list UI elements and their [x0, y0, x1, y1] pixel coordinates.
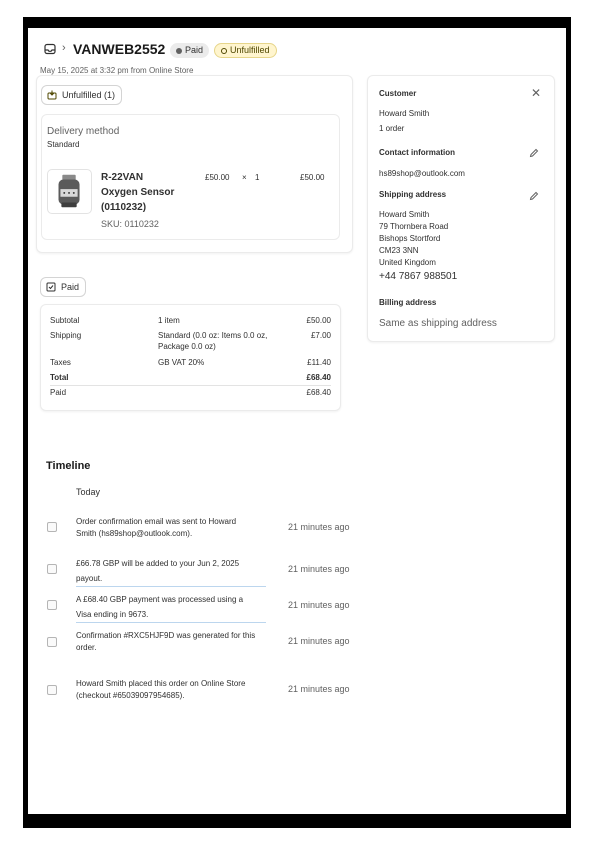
timeline-event-time: 21 minutes ago — [288, 684, 350, 694]
customer-email[interactable]: hs89shop@outlook.com — [379, 169, 465, 178]
subtotal-desc: 1 item — [158, 316, 180, 325]
customer-phone[interactable]: +44 7867 988501 — [379, 271, 458, 282]
shipping-desc-line2: Package 0.0 oz) — [158, 342, 216, 351]
paid-chip-label: Paid — [61, 282, 80, 292]
delivery-method-value: Standard — [47, 140, 80, 149]
product-name[interactable] — [101, 170, 174, 215]
paid-status-badge — [170, 43, 209, 58]
timeline-title: Timeline — [46, 460, 91, 472]
pencil-icon[interactable] — [529, 148, 539, 158]
timeline-event-text[interactable] — [76, 594, 266, 623]
timeline-event-checkbox[interactable] — [47, 522, 57, 532]
timeline-event-checkbox[interactable] — [47, 637, 57, 647]
pencil-icon[interactable] — [529, 191, 539, 201]
timeline-event-line: payout. — [76, 574, 103, 583]
timeline-event-line: Order confirmation email was sent to Howard — [76, 517, 237, 526]
breadcrumb-chevron-icon: › — [62, 42, 66, 54]
paid-chip — [40, 277, 86, 297]
paid-label: Paid — [50, 388, 67, 397]
product-sku: SKU: 0110232 — [101, 219, 159, 229]
oxygen-sensor-image — [48, 170, 91, 213]
address-line: 79 Thornbera Road — [379, 222, 449, 231]
contact-info-title: Contact information — [379, 148, 455, 157]
timeline-event-time: 21 minutes ago — [288, 522, 350, 532]
product-name-line: (0110232) — [101, 202, 147, 213]
timeline-event-line: Visa ending in 9673. — [76, 610, 149, 619]
timeline-event-checkbox[interactable] — [47, 685, 57, 695]
customer-card — [367, 75, 555, 342]
address-line: CM23 3NN — [379, 246, 419, 255]
timeline-event-text — [76, 678, 266, 702]
address-line: Howard Smith — [379, 210, 430, 219]
unit-price: £50.00 — [205, 173, 230, 182]
status-dot-icon — [176, 48, 182, 54]
total-value: £68.40 — [306, 373, 331, 382]
status-ring-icon — [221, 48, 227, 54]
receipt-icon — [46, 282, 56, 292]
shipping-value: £7.00 — [310, 331, 331, 340]
customer-title: Customer — [379, 89, 417, 98]
taxes-desc: GB VAT 20% — [158, 358, 205, 367]
address-line: Bishops Stortford — [379, 234, 441, 243]
shipping-label: Shipping — [50, 331, 82, 340]
times-sign: × — [242, 173, 247, 182]
paid-badge-label: Paid — [185, 45, 204, 55]
timeline-event-text — [76, 516, 266, 540]
customer-order-count[interactable]: 1 order — [379, 124, 405, 133]
package-icon — [47, 90, 57, 100]
timeline-event-line: Confirmation #RXC5HJF9D was generated for this — [76, 631, 256, 640]
product-thumbnail[interactable] — [47, 169, 92, 214]
timeline-event-checkbox[interactable] — [47, 564, 57, 574]
timeline-event-time: 21 minutes ago — [288, 564, 350, 574]
unfulfilled-chip-label: Unfulfilled (1) — [62, 90, 116, 100]
inbox-icon[interactable] — [44, 43, 56, 55]
order-title: VANWEB2552 — [73, 41, 166, 57]
timeline-event-line: £66.78 GBP will be added to your Jun 2, 2025 — [76, 559, 240, 568]
timeline-event-line: Howard Smith placed this order on Online Store — [76, 679, 246, 688]
taxes-value: £11.40 — [307, 358, 331, 367]
shipping-desc-line1: Standard (0.0 oz: Items 0.0 oz, — [158, 331, 268, 340]
timeline-event-line: A £68.40 GBP payment was processed using a — [76, 595, 244, 604]
fulfillment-card — [36, 75, 353, 253]
delivery-inner-card — [41, 114, 340, 240]
timeline-event-line: (checkout #65039097954685). — [76, 691, 185, 700]
subtotal-value: £50.00 — [306, 316, 331, 325]
timeline-event-checkbox[interactable] — [47, 600, 57, 610]
product-name-line: R-22VAN — [101, 172, 144, 183]
order-date: May 15, 2025 at 3:32 pm from Online Store — [40, 66, 194, 75]
summary-divider — [50, 385, 331, 386]
product-name-line: Oxygen Sensor — [101, 187, 175, 198]
paid-value: £68.40 — [306, 388, 331, 397]
timeline-event-text — [76, 630, 266, 654]
customer-name[interactable]: Howard Smith — [379, 109, 430, 118]
delivery-method-title: Delivery method — [47, 126, 120, 137]
taxes-label: Taxes — [50, 358, 71, 367]
subtotal-label: Subtotal — [50, 316, 80, 325]
item-quantity: 1 — [255, 173, 260, 182]
unfulfilled-badge-label: Unfulfilled — [230, 45, 270, 55]
unfulfilled-status-badge — [214, 43, 277, 58]
order-page — [28, 28, 566, 814]
billing-address-value: Same as shipping address — [379, 318, 497, 329]
close-icon[interactable]: ✕ — [531, 86, 542, 100]
timeline-event-text[interactable] — [76, 558, 266, 587]
timeline-day-label: Today — [76, 487, 101, 497]
address-line: United Kingdom — [379, 258, 436, 267]
payment-summary-card — [40, 304, 341, 411]
billing-address-title: Billing address — [379, 298, 437, 307]
line-total: £50.00 — [300, 173, 325, 182]
timeline-event-time: 21 minutes ago — [288, 636, 350, 646]
unfulfilled-chip — [41, 85, 122, 105]
timeline-event-time: 21 minutes ago — [288, 600, 350, 610]
total-label: Total — [50, 373, 69, 382]
timeline-event-line: order. — [76, 643, 97, 652]
timeline-event-line: Smith (hs89shop@outlook.com). — [76, 529, 193, 538]
shipping-address-title: Shipping address — [379, 190, 447, 199]
